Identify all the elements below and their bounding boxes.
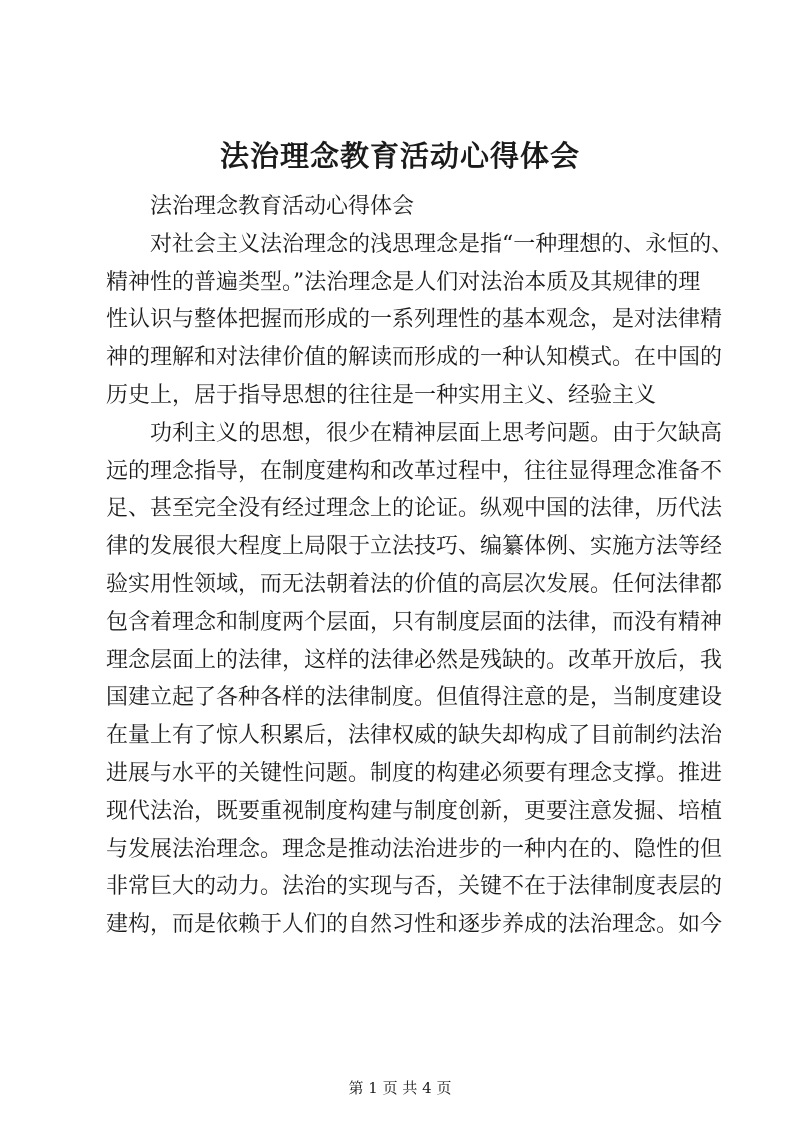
text-line: 足、甚至完全没有经过理念上的论证。纵观中国的法律，历代法	[106, 496, 723, 522]
text-line: 非常巨大的动力。法治的实现与否，关键不在于法律制度表层的	[106, 874, 723, 900]
text-line: 国建立起了各种各样的法律制度。但值得注意的是，当制度建设	[106, 685, 723, 711]
text-line: 建构，而是依赖于人们的自然习性和逐步养成的法治理念。如今	[106, 912, 723, 938]
text-line: 历史上，居于指导思想的往往是一种实用主义、经验主义	[106, 382, 657, 408]
text-line: 性认识与整体把握而形成的一系列理性的基本观念，是对法律精	[106, 307, 723, 333]
text-line: 对社会主义法治理念的浅思理念是指“一种理想的、永恒的、	[150, 231, 734, 257]
text-line: 远的理念指导，在制度建构和改革过程中，往往显得理念准备不	[106, 458, 723, 484]
text-line: 理念层面上的法律，这样的法律必然是残缺的。改革开放后，我	[106, 647, 723, 673]
text-line: 在量上有了惊人积累后，法律权威的缺失却构成了目前制约法治	[106, 723, 723, 749]
text-line: 神的理解和对法律价值的解读而形成的一种认知模式。在中国的	[106, 345, 723, 371]
text-line: 进展与水平的关键性问题。制度的构建必须要有理念支撑。推进	[106, 760, 723, 786]
document-body	[106, 188, 734, 944]
text-line: 功利主义的思想，很少在精神层面上思考问题。由于欠缺高	[150, 420, 723, 446]
subtitle-line: 法治理念教育活动心得体会	[150, 194, 415, 219]
text-line: 包含着理念和制度两个层面，只有制度层面的法律，而没有精神	[106, 609, 723, 635]
text-line: 精神性的普遍类型。”法治理念是人们对法治本质及其规律的理	[106, 269, 701, 295]
text-line: 现代法治，既要重视制度构建与制度创新，更要注意发掘、培植	[106, 798, 723, 824]
text-line: 验实用性领域，而无法朝着法的价值的高层次发展。任何法律都	[106, 571, 723, 597]
text-line: 与发展法治理念。理念是推动法治进步的一种内在的、隐性的但	[106, 836, 723, 862]
text-line: 律的发展很大程度上局限于立法技巧、编纂体例、实施方法等经	[106, 534, 723, 560]
document-title: 法治理念教育活动心得体会	[219, 139, 580, 173]
page-footer: 第 1 页 共 4 页	[348, 1079, 452, 1097]
